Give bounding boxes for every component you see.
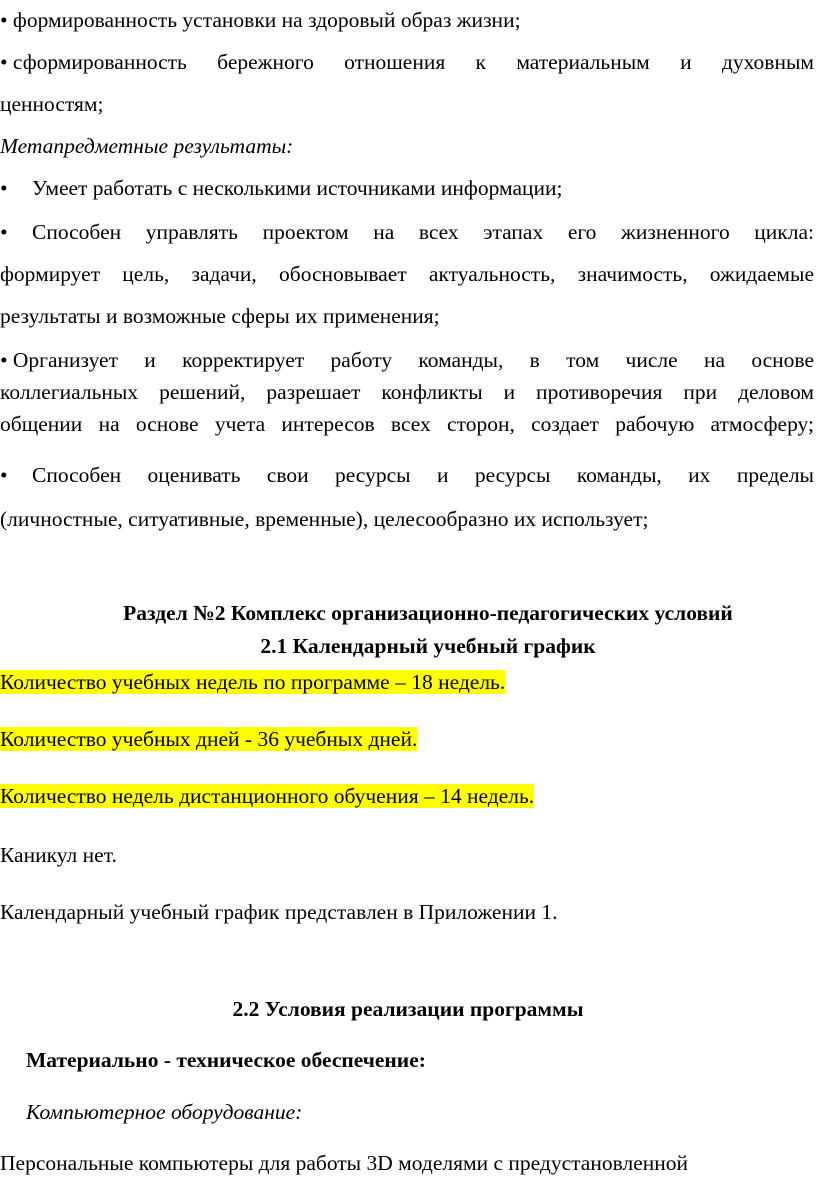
- section-22-title-text: 2.2 Условия реализации программы: [232, 997, 584, 1021]
- material-heading: [26, 1046, 816, 1074]
- paragraph-line: [0, 378, 814, 406]
- section-2-subtitle-text: 2.1 Календарный учебный график: [260, 634, 596, 658]
- computer-heading-text: Компьютерное оборудование:: [26, 1100, 303, 1124]
- bullet-icon: •: [0, 348, 8, 372]
- personal-result-2-cont: ценностям;: [0, 92, 104, 116]
- days-line: [0, 725, 814, 753]
- meta-item-2-line-1: Способен управлять проектом на всех этапах его жизненного цикла:: [32, 220, 814, 244]
- holidays-text: Каникул нет.: [0, 843, 117, 867]
- bullet-line: [0, 218, 814, 246]
- bullet-icon: •: [0, 8, 8, 32]
- bullet-icon: •: [0, 176, 8, 200]
- section-22-title: [0, 995, 816, 1023]
- meta-item-4-line-1: Способен оценивать свои ресурсы и ресурсы команды, их пределы: [32, 463, 814, 487]
- bullet-icon: •: [0, 50, 8, 74]
- computer-heading: [26, 1098, 816, 1126]
- weeks-text: Количество учебных недель по программе – 18 недель.: [0, 670, 506, 694]
- meta-item-4-line-2: (личностные, ситуативные, временные), целесообразно их использует;: [0, 507, 649, 531]
- weeks-line: [0, 668, 814, 696]
- bullet-line: [0, 174, 814, 202]
- bullet-icon: •: [0, 463, 8, 487]
- bullet-line: [0, 48, 814, 76]
- section-2-subtitle: [40, 632, 816, 660]
- bullet-line: [0, 346, 814, 374]
- days-text: Количество учебных дней - 36 учебных дней.: [0, 727, 418, 751]
- pc-line-text: Персональные компьютеры для работы 3D моделями с предустановленной: [0, 1151, 688, 1175]
- paragraph-line: [0, 410, 814, 438]
- remote-text: Количество недель дистанционного обучения – 14 недель.: [0, 784, 535, 808]
- remote-line: [0, 782, 814, 810]
- section-2-title-text: Раздел №2 Комплекс организационно-педагогических условий: [123, 601, 733, 625]
- paragraph-line: [0, 90, 814, 118]
- meta-item-3-line-2: коллегиальных решений, разрешает конфликты и противоречия при деловом: [0, 380, 814, 404]
- meta-item-1: Умеет работать с несколькими источниками информации;: [32, 176, 563, 200]
- appendix-line: [0, 898, 814, 926]
- paragraph-line: [0, 260, 814, 288]
- meta-item-3-line-1: Организует и корректирует работу команды, в том числе на основе: [12, 348, 814, 372]
- paragraph-line: [0, 302, 814, 330]
- personal-result-2: сформированность бережного отношения к материальным и духовным: [12, 50, 814, 74]
- meta-results-heading: [0, 132, 814, 160]
- meta-item-2-line-3: результаты и возможные сферы их применения;: [0, 304, 440, 328]
- appendix-text: Календарный учебный график представлен в Приложении 1.: [0, 900, 558, 924]
- personal-result-1: формированность установки на здоровый образ жизни;: [12, 8, 521, 32]
- paragraph-line: [0, 505, 814, 533]
- bullet-line: [0, 6, 814, 34]
- holidays-line: [0, 841, 814, 869]
- meta-item-2-line-2: формирует цель, задачи, обосновывает актуальность, значимость, ожидаемые: [0, 262, 814, 286]
- pc-line: [0, 1149, 814, 1177]
- material-heading-text: Материально - техническое обеспечение:: [26, 1048, 426, 1072]
- section-2-title: [40, 599, 816, 627]
- meta-results-heading-text: Метапредметные результаты:: [0, 134, 294, 158]
- meta-item-3-line-3: общении на основе учета интересов всех сторон, создает рабочую атмосферу;: [0, 412, 814, 436]
- bullet-icon: •: [0, 220, 8, 244]
- bullet-line: [0, 461, 814, 489]
